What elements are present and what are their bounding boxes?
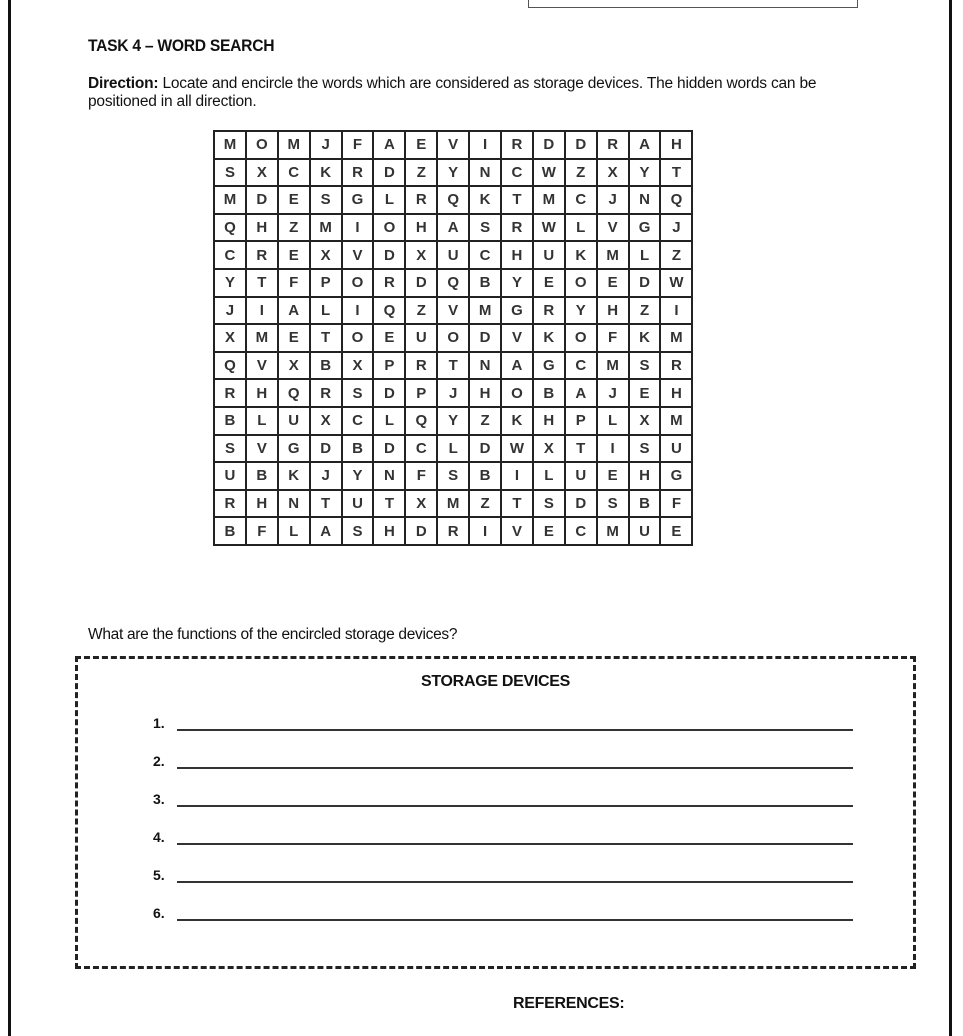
grid-cell[interactable]: V	[437, 297, 469, 325]
grid-cell[interactable]: R	[214, 379, 246, 407]
grid-cell[interactable]: Z	[660, 241, 692, 269]
grid-cell[interactable]: L	[565, 214, 597, 242]
grid-cell[interactable]: T	[565, 435, 597, 463]
grid-cell[interactable]: D	[533, 131, 565, 159]
grid-cell[interactable]: W	[533, 214, 565, 242]
grid-cell[interactable]: X	[597, 159, 629, 187]
grid-cell[interactable]: Z	[278, 214, 310, 242]
grid-cell[interactable]: C	[501, 159, 533, 187]
grid-cell[interactable]: B	[533, 379, 565, 407]
grid-cell[interactable]: V	[437, 131, 469, 159]
grid-cell[interactable]: D	[405, 517, 437, 545]
grid-cell[interactable]: M	[310, 214, 342, 242]
grid-cell[interactable]: R	[501, 214, 533, 242]
grid-cell[interactable]: X	[405, 241, 437, 269]
direction-text	[88, 75, 888, 111]
grid-cell[interactable]: Z	[405, 159, 437, 187]
grid-cell[interactable]: C	[565, 517, 597, 545]
grid-cell[interactable]: L	[373, 186, 405, 214]
grid-cell[interactable]: L	[597, 407, 629, 435]
grid-cell[interactable]: B	[246, 462, 278, 490]
grid-cell[interactable]: S	[310, 186, 342, 214]
grid-cell[interactable]: P	[373, 352, 405, 380]
grid-cell[interactable]: L	[629, 241, 661, 269]
grid-cell[interactable]: Z	[629, 297, 661, 325]
direction-body: Locate and encircle the words which are considered as storage devices. The hidden words can be positioned in all direction.	[88, 75, 817, 110]
grid-cell[interactable]: M	[660, 324, 692, 352]
grid-cell[interactable]: F	[597, 324, 629, 352]
grid-cell[interactable]: S	[342, 517, 374, 545]
grid-cell[interactable]: K	[501, 407, 533, 435]
grid-row	[214, 269, 692, 297]
grid-cell[interactable]: X	[246, 159, 278, 187]
direction-label: Direction:	[88, 75, 159, 92]
grid-cell[interactable]: F	[660, 490, 692, 518]
grid-cell[interactable]: D	[565, 131, 597, 159]
grid-cell[interactable]: X	[405, 490, 437, 518]
grid-cell[interactable]: Y	[437, 407, 469, 435]
grid-cell[interactable]: M	[214, 131, 246, 159]
grid-cell[interactable]: C	[565, 186, 597, 214]
grid-cell[interactable]: O	[501, 379, 533, 407]
grid-cell[interactable]: G	[629, 214, 661, 242]
grid-cell[interactable]: P	[565, 407, 597, 435]
grid-cell[interactable]: R	[310, 379, 342, 407]
grid-cell[interactable]: E	[278, 241, 310, 269]
grid-cell[interactable]: X	[310, 241, 342, 269]
grid-cell[interactable]: S	[533, 490, 565, 518]
grid-cell[interactable]: X	[533, 435, 565, 463]
grid-cell[interactable]: G	[278, 435, 310, 463]
grid-cell[interactable]: T	[437, 352, 469, 380]
grid-cell[interactable]: Z	[565, 159, 597, 187]
grid-cell[interactable]: D	[246, 186, 278, 214]
grid-cell[interactable]: G	[342, 186, 374, 214]
grid-cell[interactable]: L	[373, 407, 405, 435]
grid-cell[interactable]: U	[214, 462, 246, 490]
grid-cell[interactable]: Y	[214, 269, 246, 297]
grid-cell[interactable]: D	[373, 241, 405, 269]
grid-cell[interactable]: H	[597, 297, 629, 325]
grid-cell[interactable]: U	[278, 407, 310, 435]
word-search-grid	[213, 130, 693, 546]
grid-cell[interactable]: D	[469, 324, 501, 352]
question-text: What are the functions of the encircled storage devices?	[88, 626, 458, 643]
grid-cell[interactable]: M	[278, 131, 310, 159]
grid-cell[interactable]: R	[533, 297, 565, 325]
grid-cell[interactable]: K	[565, 241, 597, 269]
grid-cell[interactable]: U	[437, 241, 469, 269]
grid-cell[interactable]: J	[310, 462, 342, 490]
grid-cell[interactable]: C	[565, 352, 597, 380]
grid-cell[interactable]: L	[278, 517, 310, 545]
grid-cell[interactable]: U	[342, 490, 374, 518]
grid-cell[interactable]: C	[278, 159, 310, 187]
grid-cell[interactable]: S	[629, 352, 661, 380]
grid-cell[interactable]: Z	[469, 407, 501, 435]
answer-row[interactable]	[153, 865, 853, 885]
grid-cell[interactable]: Y	[437, 159, 469, 187]
grid-cell[interactable]: X	[342, 352, 374, 380]
grid-cell[interactable]: B	[342, 435, 374, 463]
answer-line[interactable]	[177, 881, 853, 883]
grid-cell[interactable]: G	[501, 297, 533, 325]
grid-cell[interactable]: K	[533, 324, 565, 352]
grid-cell[interactable]: Y	[629, 159, 661, 187]
grid-cell[interactable]: Z	[469, 490, 501, 518]
grid-cell[interactable]: J	[597, 379, 629, 407]
grid-row	[214, 352, 692, 380]
references-heading: REFERENCES:	[513, 995, 625, 1012]
grid-cell[interactable]: Q	[214, 214, 246, 242]
grid-cell[interactable]: X	[629, 407, 661, 435]
grid-cell[interactable]: M	[246, 324, 278, 352]
grid-cell[interactable]: X	[310, 407, 342, 435]
answer-line[interactable]	[177, 729, 853, 731]
grid-cell[interactable]: R	[342, 159, 374, 187]
grid-cell[interactable]: H	[660, 379, 692, 407]
grid-cell[interactable]: J	[214, 297, 246, 325]
grid-cell[interactable]: L	[310, 297, 342, 325]
grid-cell[interactable]: E	[533, 269, 565, 297]
grid-cell[interactable]: K	[469, 186, 501, 214]
grid-cell[interactable]: Q	[373, 297, 405, 325]
grid-cell[interactable]: S	[214, 435, 246, 463]
grid-cell[interactable]: E	[278, 186, 310, 214]
grid-cell[interactable]: S	[214, 159, 246, 187]
grid-cell[interactable]: B	[310, 352, 342, 380]
grid-cell[interactable]: Q	[278, 379, 310, 407]
grid-cell[interactable]: O	[246, 131, 278, 159]
grid-cell[interactable]: I	[342, 214, 374, 242]
grid-cell[interactable]: J	[660, 214, 692, 242]
grid-cell[interactable]: O	[342, 269, 374, 297]
answer-line[interactable]	[177, 805, 853, 807]
grid-cell[interactable]: R	[405, 352, 437, 380]
grid-cell[interactable]: B	[214, 517, 246, 545]
grid-row	[214, 407, 692, 435]
grid-cell[interactable]: K	[629, 324, 661, 352]
grid-cell[interactable]: J	[310, 131, 342, 159]
grid-cell[interactable]: I	[597, 435, 629, 463]
grid-cell[interactable]: D	[373, 159, 405, 187]
answer-row[interactable]	[153, 827, 853, 847]
grid-cell[interactable]: N	[278, 490, 310, 518]
grid-cell[interactable]: V	[342, 241, 374, 269]
grid-cell[interactable]: A	[437, 214, 469, 242]
grid-cell[interactable]: O	[565, 324, 597, 352]
grid-cell[interactable]: M	[597, 517, 629, 545]
grid-cell[interactable]: S	[629, 435, 661, 463]
grid-cell[interactable]: S	[437, 462, 469, 490]
answer-box	[75, 656, 916, 969]
grid-cell[interactable]: F	[278, 269, 310, 297]
grid-cell[interactable]: G	[533, 352, 565, 380]
answer-number: 1.	[153, 715, 165, 731]
grid-cell[interactable]: I	[469, 517, 501, 545]
grid-cell[interactable]: D	[469, 435, 501, 463]
grid-cell[interactable]: I	[660, 297, 692, 325]
grid-cell[interactable]: V	[246, 435, 278, 463]
grid-cell[interactable]: J	[597, 186, 629, 214]
grid-cell[interactable]: V	[501, 517, 533, 545]
grid-cell[interactable]: N	[373, 462, 405, 490]
grid-cell[interactable]: K	[278, 462, 310, 490]
grid-cell[interactable]: M	[597, 241, 629, 269]
answer-box-title: STORAGE DEVICES	[420, 673, 571, 690]
grid-cell[interactable]: Y	[565, 297, 597, 325]
grid-cell[interactable]: C	[405, 435, 437, 463]
grid-cell[interactable]: U	[565, 462, 597, 490]
grid-cell[interactable]: T	[310, 490, 342, 518]
grid-cell[interactable]: Q	[660, 186, 692, 214]
grid-cell[interactable]: Y	[342, 462, 374, 490]
grid-cell[interactable]: F	[246, 517, 278, 545]
grid-cell[interactable]: W	[501, 435, 533, 463]
grid-cell[interactable]: A	[501, 352, 533, 380]
answer-row[interactable]	[153, 751, 853, 771]
grid-cell[interactable]: B	[214, 407, 246, 435]
grid-cell[interactable]: Q	[405, 407, 437, 435]
grid-cell[interactable]: D	[373, 379, 405, 407]
grid-cell[interactable]: R	[437, 517, 469, 545]
grid-cell[interactable]: A	[565, 379, 597, 407]
grid-cell[interactable]: A	[310, 517, 342, 545]
grid-cell[interactable]: A	[278, 297, 310, 325]
grid-cell[interactable]: Q	[437, 269, 469, 297]
grid-cell[interactable]: N	[469, 352, 501, 380]
grid-row	[214, 517, 692, 545]
grid-cell[interactable]: W	[660, 269, 692, 297]
grid-cell[interactable]: Q	[214, 352, 246, 380]
answer-number: 3.	[153, 791, 165, 807]
grid-row	[214, 435, 692, 463]
grid-cell[interactable]: S	[597, 490, 629, 518]
grid-cell[interactable]: T	[501, 186, 533, 214]
grid-cell[interactable]: M	[437, 490, 469, 518]
grid-row	[214, 214, 692, 242]
grid-cell[interactable]: U	[533, 241, 565, 269]
grid-cell[interactable]: U	[405, 324, 437, 352]
grid-cell[interactable]: M	[469, 297, 501, 325]
grid-cell[interactable]: Y	[501, 269, 533, 297]
grid-cell[interactable]: H	[660, 131, 692, 159]
grid-cell[interactable]: R	[501, 131, 533, 159]
grid-cell[interactable]: Z	[405, 297, 437, 325]
grid-cell[interactable]: R	[660, 352, 692, 380]
grid-cell[interactable]: H	[373, 517, 405, 545]
grid-cell[interactable]: A	[629, 131, 661, 159]
grid-cell[interactable]: R	[373, 269, 405, 297]
grid-cell[interactable]: I	[246, 297, 278, 325]
grid-row	[214, 379, 692, 407]
grid-cell[interactable]: H	[246, 214, 278, 242]
grid-cell[interactable]: L	[246, 407, 278, 435]
grid-cell[interactable]: H	[246, 379, 278, 407]
grid-cell[interactable]: P	[310, 269, 342, 297]
grid-cell[interactable]: D	[373, 435, 405, 463]
grid-row	[214, 159, 692, 187]
grid-cell[interactable]: I	[342, 297, 374, 325]
grid-cell[interactable]: O	[437, 324, 469, 352]
answer-number: 4.	[153, 829, 165, 845]
grid-cell[interactable]: U	[660, 435, 692, 463]
grid-cell[interactable]: O	[342, 324, 374, 352]
grid-cell[interactable]: H	[533, 407, 565, 435]
grid-cell[interactable]: L	[533, 462, 565, 490]
grid-cell[interactable]: V	[501, 324, 533, 352]
grid-row	[214, 324, 692, 352]
grid-cell[interactable]: V	[246, 352, 278, 380]
grid-cell[interactable]: H	[405, 214, 437, 242]
grid-cell[interactable]: N	[629, 186, 661, 214]
grid-cell[interactable]: C	[342, 407, 374, 435]
grid-cell[interactable]: T	[373, 490, 405, 518]
answer-line[interactable]	[177, 919, 853, 921]
grid-cell[interactable]: I	[469, 131, 501, 159]
grid-cell[interactable]: M	[533, 186, 565, 214]
grid-cell[interactable]: H	[629, 462, 661, 490]
grid-cell[interactable]: L	[437, 435, 469, 463]
grid-cell[interactable]: G	[660, 462, 692, 490]
grid-cell[interactable]: W	[533, 159, 565, 187]
grid-cell[interactable]: I	[501, 462, 533, 490]
grid-cell[interactable]: S	[469, 214, 501, 242]
grid-cell[interactable]: M	[597, 352, 629, 380]
grid-cell[interactable]: T	[501, 490, 533, 518]
grid-cell[interactable]: E	[533, 517, 565, 545]
grid-cell[interactable]: E	[660, 517, 692, 545]
answer-row[interactable]	[153, 789, 853, 809]
grid-cell[interactable]: D	[405, 269, 437, 297]
grid-cell[interactable]: M	[660, 407, 692, 435]
grid-cell[interactable]: C	[214, 241, 246, 269]
grid-cell[interactable]: E	[405, 131, 437, 159]
grid-cell[interactable]: D	[629, 269, 661, 297]
grid-cell[interactable]: T	[310, 324, 342, 352]
answer-number: 6.	[153, 905, 165, 921]
grid-row	[214, 462, 692, 490]
grid-cell[interactable]: F	[342, 131, 374, 159]
grid-cell[interactable]: R	[405, 186, 437, 214]
grid-cell[interactable]: C	[469, 241, 501, 269]
answer-line[interactable]	[177, 767, 853, 769]
grid-cell[interactable]: B	[469, 462, 501, 490]
grid-cell[interactable]: T	[660, 159, 692, 187]
answer-number: 2.	[153, 753, 165, 769]
grid-row	[214, 241, 692, 269]
grid-cell[interactable]: O	[565, 269, 597, 297]
grid-cell[interactable]: S	[342, 379, 374, 407]
grid-cell[interactable]: U	[629, 517, 661, 545]
grid-cell[interactable]: X	[278, 352, 310, 380]
grid-cell[interactable]: X	[214, 324, 246, 352]
grid-cell[interactable]: O	[373, 214, 405, 242]
grid-row	[214, 490, 692, 518]
grid-cell[interactable]: B	[629, 490, 661, 518]
grid-row	[214, 186, 692, 214]
grid-cell[interactable]: V	[597, 214, 629, 242]
grid-cell[interactable]: R	[246, 241, 278, 269]
grid-cell[interactable]: D	[565, 490, 597, 518]
grid-cell[interactable]: F	[405, 462, 437, 490]
grid-cell[interactable]: E	[278, 324, 310, 352]
grid-cell[interactable]: K	[310, 159, 342, 187]
answer-row[interactable]	[153, 713, 853, 733]
grid-cell[interactable]: E	[629, 379, 661, 407]
grid-cell[interactable]: E	[597, 462, 629, 490]
grid-cell[interactable]: E	[373, 324, 405, 352]
answer-number: 5.	[153, 867, 165, 883]
grid-cell[interactable]: R	[214, 490, 246, 518]
grid-cell[interactable]: T	[246, 269, 278, 297]
grid-cell[interactable]: N	[469, 159, 501, 187]
grid-cell[interactable]: E	[597, 269, 629, 297]
answer-line[interactable]	[177, 843, 853, 845]
grid-cell[interactable]: P	[405, 379, 437, 407]
grid-cell[interactable]: A	[373, 131, 405, 159]
grid-cell[interactable]: H	[469, 379, 501, 407]
grid-cell[interactable]: M	[214, 186, 246, 214]
task-title: TASK 4 – WORD SEARCH	[88, 36, 275, 55]
grid-cell[interactable]: H	[246, 490, 278, 518]
grid-cell[interactable]: Q	[437, 186, 469, 214]
grid-cell[interactable]: D	[310, 435, 342, 463]
header-box	[528, 0, 858, 8]
grid-row	[214, 297, 692, 325]
grid-cell[interactable]: J	[437, 379, 469, 407]
grid-cell[interactable]: R	[597, 131, 629, 159]
grid-cell[interactable]: B	[469, 269, 501, 297]
grid-row	[214, 131, 692, 159]
answer-row[interactable]	[153, 903, 853, 923]
grid-cell[interactable]: H	[501, 241, 533, 269]
